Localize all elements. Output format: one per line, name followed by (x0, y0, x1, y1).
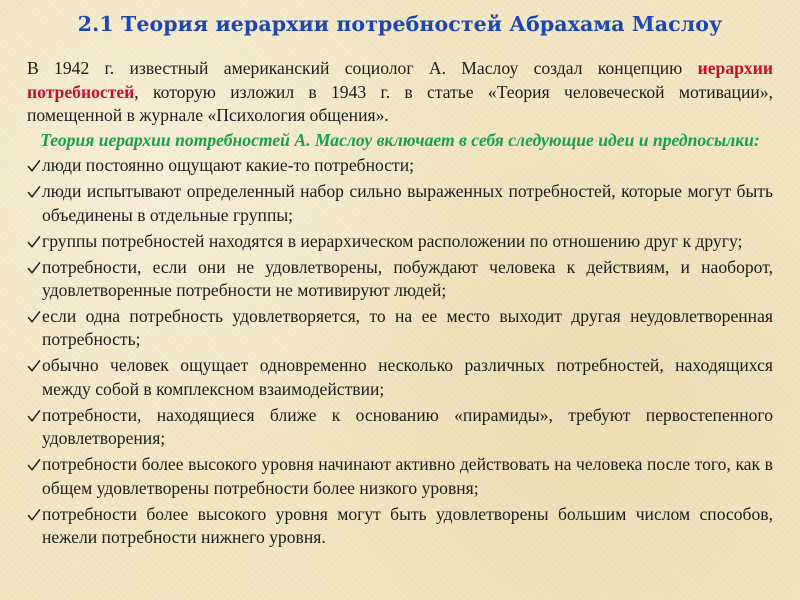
checkmark-icon (27, 310, 41, 324)
list-item (27, 305, 773, 352)
slide-content (27, 57, 773, 550)
points-list (27, 154, 773, 549)
list-item (27, 256, 773, 303)
checkmark-icon (27, 235, 41, 249)
list-item-text: потребности, если они не удовлетворены, побуждают человека к действиям, и наоборот, удовлетворенные потребности не мотивируют людей; (42, 256, 773, 301)
slide-title: 2.1 Теория иерархии потребностей Абрахама Маслоу (77, 12, 723, 36)
list-item (27, 354, 773, 401)
intro-paragraph (27, 57, 773, 128)
intro-highlight: иерархии потребностей (27, 58, 773, 102)
checkmark-icon (27, 359, 41, 373)
list-item-text: обычно человек ощущает одновременно несколько различных потребностей, находящихся между собой в комплексном взаимодействии; (42, 355, 773, 399)
checkmark-icon (27, 261, 41, 275)
list-item (27, 154, 773, 178)
list-item-text: потребности более высокого уровня могут быть удовлетворены большим числом способов, нежели потребности нижнего уровня. (42, 503, 773, 548)
intro-text-start: В 1942 г. известный американский социолог А. Маслоу создал концепцию (27, 58, 698, 78)
list-item (27, 230, 773, 254)
intro-text-end: , которую изложил в 1943 г. в статье «Теория человеческой мотивации», помещенной в журнале «Психология общения». (27, 81, 773, 125)
list-item-text: потребности, находящиеся ближе к основанию «пирамиды», требуют первостепенного удовлетворения; (42, 404, 773, 449)
subheading: Теория иерархии потребностей А. Маслоу включает в себя следующие идеи и предпосылки: (40, 129, 760, 150)
list-item (27, 404, 773, 451)
checkmark-icon (27, 409, 41, 423)
list-item-text: если одна потребность удовлетворяется, то на ее место выходит другая неудовлетворенная потребность; (42, 305, 773, 350)
list-item (27, 180, 773, 227)
list-item-text: люди испытывают определенный набор сильно выраженных потребностей, которые могут быть объединены в отдельные группы; (42, 181, 773, 225)
list-item-text: люди постоянно ощущают какие-то потребности; (42, 155, 415, 176)
list-item-text: потребности более высокого уровня начинают активно действовать на человека после того, как в общем удовлетворены потребности более низкого уровня; (42, 454, 773, 498)
checkmark-icon (27, 458, 41, 472)
list-item (27, 503, 773, 550)
checkmark-icon (27, 185, 41, 199)
list-item (27, 453, 773, 500)
checkmark-icon (27, 508, 41, 522)
list-item-text: группы потребностей находятся в иерархическом расположении по отношению друг к другу; (42, 230, 743, 251)
checkmark-icon (27, 159, 41, 173)
